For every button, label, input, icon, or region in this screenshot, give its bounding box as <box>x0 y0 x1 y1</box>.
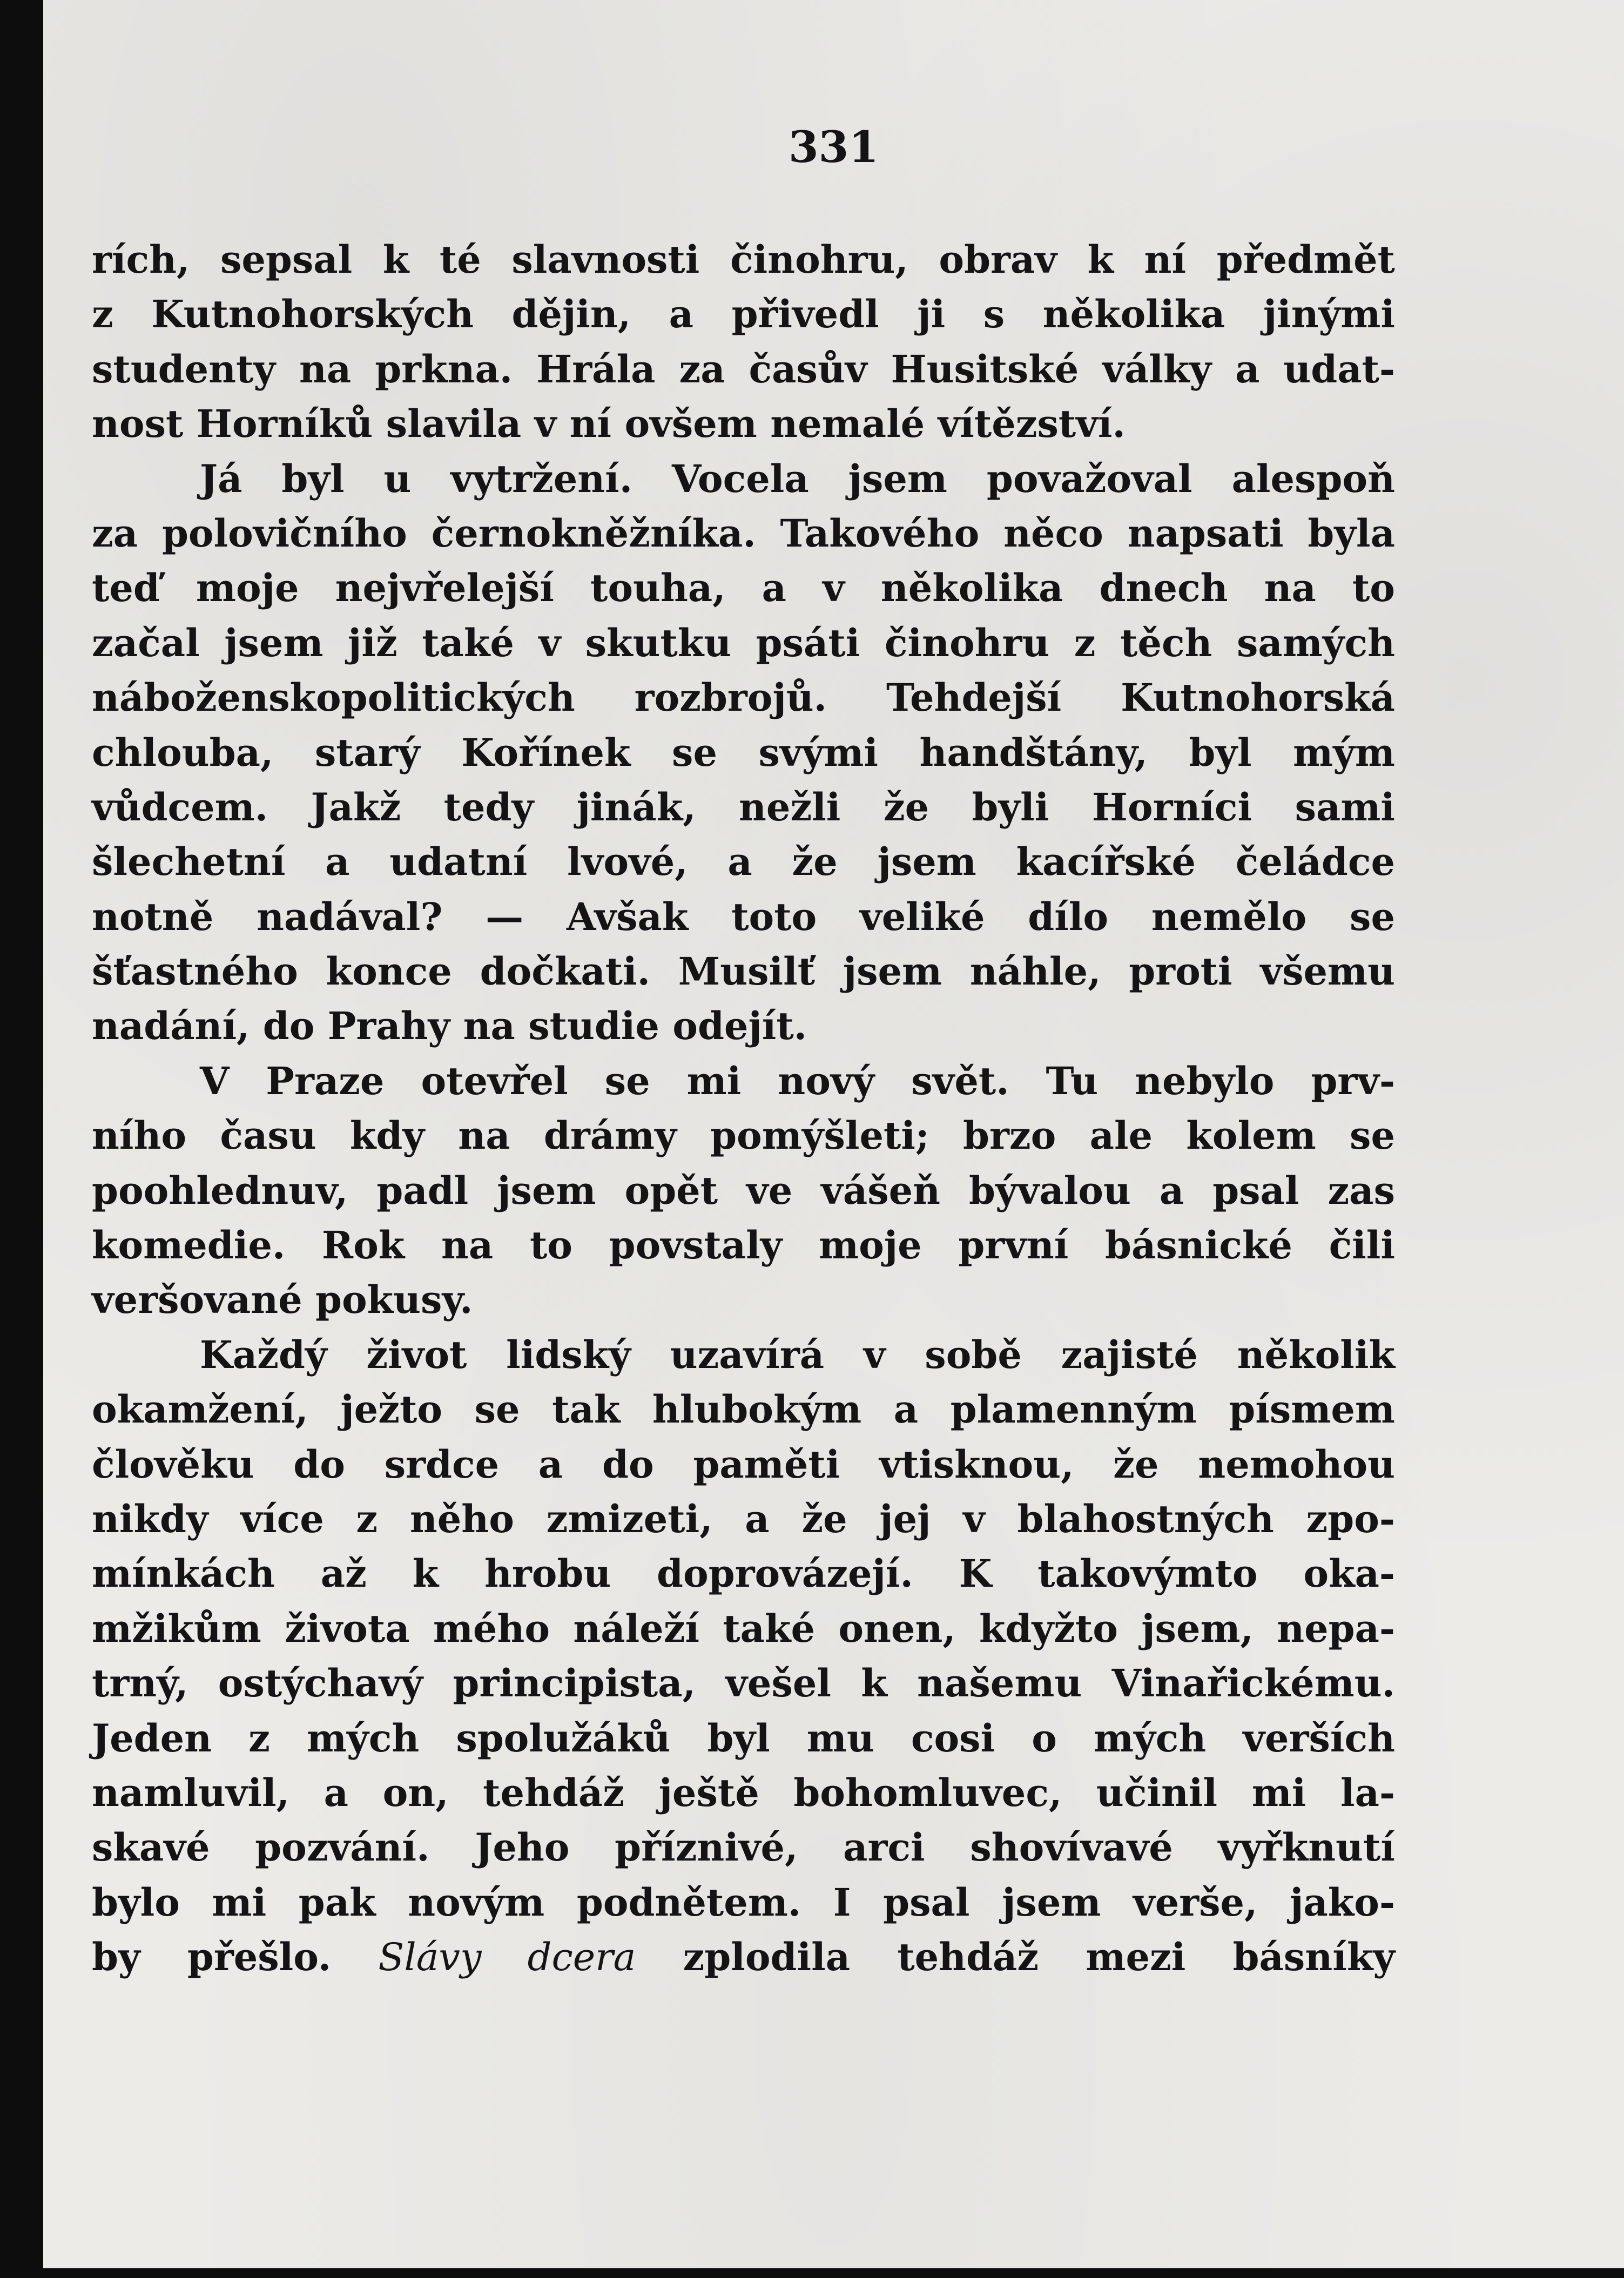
text-line: nost Horníků slavila v ní ovšem nemalé vítězství. <box>92 401 1126 447</box>
text-line <box>92 1930 1395 1984</box>
text-line: bylo mi pak novým podnětem. I psal jsem verše, jako- <box>92 1879 1395 1925</box>
text-line: šťastného konce dočkati. Musilť jsem náhle, proti všemu <box>92 949 1395 994</box>
text-line: namluvil, a on, tehdáž ještě bohomluvec, učinil mi la- <box>92 1770 1395 1815</box>
text-line: notně nadával? — Avšak toto veliké dílo nemělo se <box>92 894 1395 939</box>
italic-title: Slávy dcera <box>378 1935 636 1980</box>
text-line: mínkách až k hrobu doprovázejí. K takovýmto oka- <box>92 1551 1395 1596</box>
text-line: vůdcem. Jakž tedy jinák, nežli že byli Horníci sami <box>92 784 1395 830</box>
book-page <box>43 0 1624 2268</box>
text-line: šlechetní a udatní lvové, a že jsem kacířské čeládce <box>92 839 1395 885</box>
text-line: za polovičního černokněžníka. Takového něco napsati byla <box>92 510 1395 556</box>
text-line: mžikům života mého náleží také onen, kdyžto jsem, nepa- <box>92 1606 1395 1651</box>
text-line: V Praze otevřel se mi nový svět. Tu nebylo prv- <box>200 1058 1395 1103</box>
text-line: komedie. Rok na to povstaly moje první básnické čili <box>92 1223 1395 1268</box>
text-line: veršované pokusy. <box>92 1277 473 1323</box>
text-line: začal jsem již také v skutku psáti činohru z těch samých <box>92 620 1395 665</box>
text-line: okamžení, ježto se tak hlubokým a plamenným písmem <box>92 1387 1395 1432</box>
text-line: z Kutnohorských dějin, a přivedl ji s několika jinými <box>92 292 1395 337</box>
page-number: 331 <box>789 122 879 172</box>
text-segment: zplodila tehdáž mezi básníky <box>636 1935 1395 1980</box>
text-line: trný, ostýchavý principista, vešel k našemu Vinařickému. <box>92 1661 1395 1706</box>
text-line: ního času kdy na drámy pomýšleti; brzo ale kolem se <box>92 1113 1395 1158</box>
text-line: nadání, do Prahy na studie odejít. <box>92 1003 807 1049</box>
text-line: poohlednuv, padl jsem opět ve vášeň bývalou a psal zas <box>92 1168 1395 1213</box>
text-line: chlouba, starý Kořínek se svými handštány, byl mým <box>92 730 1395 775</box>
text-line: Každý život lidský uzavírá v sobě zajisté několik <box>200 1332 1395 1377</box>
text-line: studenty na prkna. Hrála za časův Husitské války a udat- <box>92 346 1395 392</box>
text-line: skavé pozvání. Jeho příznivé, arci shovívavé vyřknutí <box>92 1825 1395 1870</box>
text-line: rích, sepsal k té slavnosti činohru, obrav k ní předmět <box>92 237 1395 282</box>
text-line: člověku do srdce a do paměti vtisknou, že nemohou <box>92 1441 1395 1487</box>
text-line: nikdy více z něho zmizeti, a že jej v blahostných zpo- <box>92 1496 1395 1541</box>
text-line: Jeden z mých spolužáků byl mu cosi o mých verších <box>92 1715 1395 1761</box>
text-line: náboženskopolitických rozbrojů. Tehdejší Kutnohorská <box>92 675 1395 720</box>
text-segment: by přešlo. <box>92 1935 379 1980</box>
text-line: teď moje nejvřelejší touha, a v několika dnech na to <box>92 565 1395 611</box>
body-text <box>92 232 1395 1985</box>
text-line: Já byl u vytržení. Vocela jsem považoval alespoň <box>200 456 1395 501</box>
